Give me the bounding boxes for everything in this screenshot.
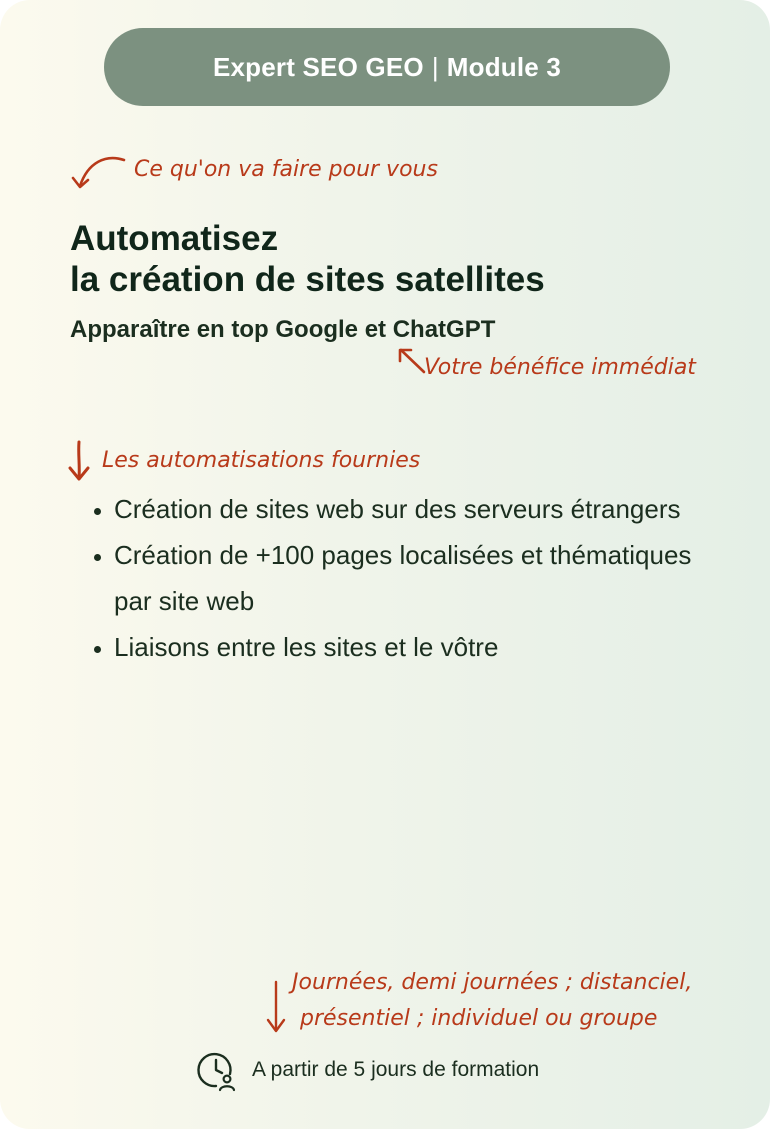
annotation-benefit: Votre bénéfice immédiat [424,355,696,380]
features-list [80,486,714,670]
annotation-format-line2: présentiel ; individuel ou groupe [300,1006,658,1031]
module-tag [104,28,670,106]
arrow-down-icon [262,978,290,1036]
page-title-line2: la création de sites satellites [70,260,545,299]
arrow-down-icon [66,438,94,484]
module-tag-right: Module 3 [446,51,562,82]
list-item: • Création de +100 pages localisées et thématiques par site web [114,532,714,624]
list-item: • Création de sites web sur des serveurs étrangers [114,486,714,532]
annotation-intro: Ce qu'on va faire pour vous [134,157,438,182]
module-tag-left: Expert SEO GEO [212,51,424,82]
page-subtitle: Apparaître en top Google et ChatGPT [70,316,496,343]
duration-text: A partir de 5 jours de formation [252,1058,540,1081]
page-title [70,218,545,300]
curved-arrow-icon [70,152,130,194]
annotation-format-line1: Journées, demi journées ; distanciel, [292,970,693,995]
annotation-automations: Les automatisations fournies [102,448,421,473]
clock-user-icon [194,1048,238,1092]
module-tag-separator: | [431,51,439,82]
duration-info [194,1048,539,1092]
page-title-line1: Automatisez [70,219,279,258]
list-item: • Liaisons entre les sites et le vôtre [114,624,714,670]
